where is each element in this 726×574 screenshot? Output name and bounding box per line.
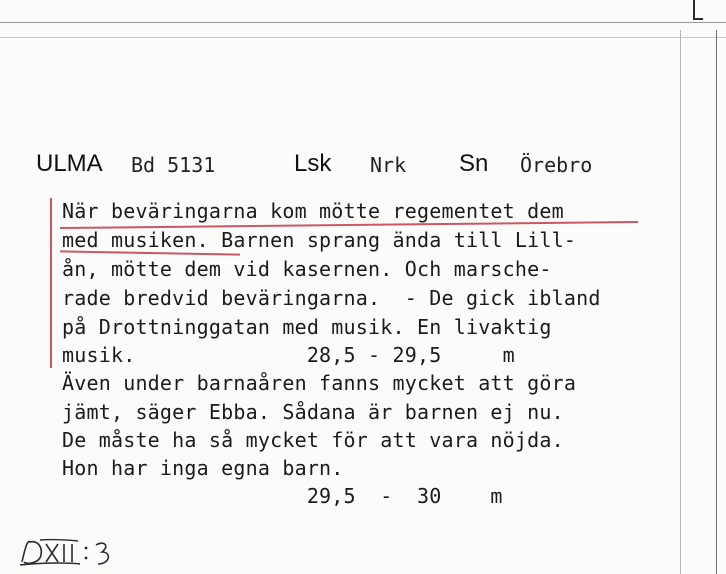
text-line: Hon har inga egna barn. [62, 456, 344, 480]
card-header [36, 150, 676, 184]
text-line: på Drottninggatan med musik. En livaktig [62, 315, 552, 339]
text-line: När beväringarna kom mötte regementet dem [62, 199, 564, 223]
text-line: 29,5 - 30 m [62, 484, 503, 508]
harad-label: Nrk [370, 153, 407, 177]
volume-number: Bd 5131 [131, 153, 216, 177]
socken-label: Sn [459, 150, 489, 177]
landskap-label: Lsk [294, 150, 332, 177]
text-line: De måste ha så mycket för att vara nöjda. [62, 428, 564, 452]
scan-edge-top-inner [0, 37, 726, 38]
text-line: med musiken. Barnen sprang ända till Lill- [62, 228, 577, 252]
text-line: jämt, säger Ebba. Sådana är barnen ej nu. [62, 400, 564, 424]
parish-name: Örebro [520, 153, 593, 177]
margin-mark [50, 198, 52, 368]
scan-edge-right [716, 30, 717, 574]
text-line: ån, mötte dem vid kasernen. Och marsche- [62, 257, 552, 281]
handwritten-signature [18, 532, 128, 572]
archive-code: ULMA [36, 150, 103, 177]
corner-mark [693, 0, 695, 20]
scan-edge-top [0, 22, 726, 23]
text-line: musik. 28,5 - 29,5 m [62, 343, 515, 367]
scan-edge-right-inner [680, 30, 681, 574]
corner-mark-horizontal [693, 18, 703, 20]
text-line: Även under barnaåren fanns mycket att göra [62, 371, 577, 395]
text-line: rade bredvid beväringarna. - De gick ibland [62, 286, 601, 310]
